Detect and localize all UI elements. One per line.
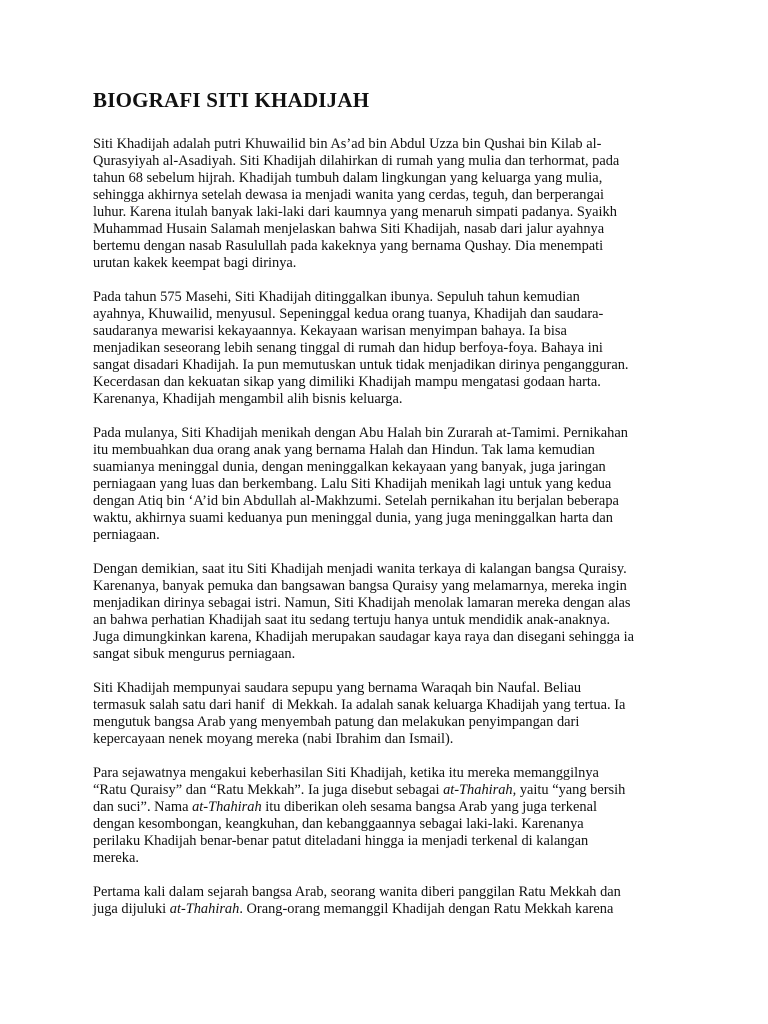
text-segment: dan suci”. Nama	[93, 799, 193, 815]
text-segment: mengutuk bangsa Arab yang menyembah patung dan melakukan penyimpangan dari	[93, 714, 580, 730]
text-line	[93, 714, 688, 731]
text-segment: sangat disadari Khadijah. Ia pun memutuskan untuk tidak menjadikan dirinya pengangguran.	[93, 357, 629, 373]
text-segment: menjadikan dirinya sebagai istri. Namun, Siti Khadijah menolak lamaran mereka dengan alas	[93, 595, 631, 611]
text-segment: Muhammad Husain Salamah menjelaskan bahwa Siti Khadijah, nasab dari jalur ayahnya	[93, 221, 605, 237]
text-line	[93, 799, 688, 816]
text-segment: sangat sibuk mengurus perniagaan.	[93, 646, 296, 662]
text-line	[93, 340, 688, 357]
paragraph	[93, 136, 688, 272]
text-line	[93, 255, 688, 272]
text-line	[93, 323, 688, 340]
text-segment: luhur. Karena itulah banyak laki-laki dari kaumnya yang menaruh simpati padanya. Syaikh	[93, 204, 617, 220]
text-line	[93, 629, 688, 646]
text-line	[93, 578, 688, 595]
text-line	[93, 510, 688, 527]
paragraph	[93, 289, 688, 408]
text-segment: Karenanya, Khadijah mengambil alih bisnis keluarga.	[93, 391, 403, 407]
text-line	[93, 476, 688, 493]
text-line	[93, 289, 688, 306]
text-segment: juga dijuluki	[93, 901, 170, 917]
text-segment: Karenanya, banyak pemuka dan bangsawan bangsa Quraisy yang melamarnya, mereka ingin	[93, 578, 627, 594]
text-line	[93, 527, 688, 544]
text-segment: mereka.	[93, 850, 139, 866]
text-segment: ayahnya, Khuwailid, menyusul. Sepeninggal kedua orang tuanya, Khadijah dan saudara-	[93, 306, 604, 322]
text-segment: termasuk salah satu dari hanif di Mekkah. Ia adalah sanak keluarga Khadijah yang tertua. Ia	[93, 697, 626, 713]
text-segment: saudaranya mewarisi kekayaannya. Kekayaan warisan menyimpan bahaya. Ia bisa	[93, 323, 567, 339]
text-segment: Qurasyiyah al-Asadiyah. Siti Khadijah dilahirkan di rumah yang mulia dan terhormat, pada	[93, 153, 620, 169]
text-segment: perilaku Khadijah benar-benar patut diteladani hingga ia menjadi terkenal di kalangan	[93, 833, 589, 849]
text-segment: itu diberikan oleh sesama bangsa Arab yang juga terkenal	[261, 799, 597, 815]
text-line	[93, 493, 688, 510]
text-segment: menjadikan seseorang lebih senang tinggal di rumah dan hidup berfoya-foya. Bahaya ini	[93, 340, 603, 356]
text-line	[93, 816, 688, 833]
text-segment: Pertama kali dalam sejarah bangsa Arab, seorang wanita diberi panggilan Ratu Mekkah dan	[93, 884, 621, 900]
text-line	[93, 221, 688, 238]
text-segment: itu membuahkan dua orang anak yang bernama Halah dan Hindun. Tak lama kemudian	[93, 442, 595, 458]
text-segment: waktu, akhirnya suami keduanya pun meninggal dunia, yang juga meninggalkan harta dan	[93, 510, 613, 526]
text-line	[93, 187, 688, 204]
paragraph	[93, 425, 688, 544]
text-line	[93, 833, 688, 850]
text-segment: kepercayaan nenek moyang mereka (nabi Ibrahim dan Ismail).	[93, 731, 454, 747]
text-segment: urutan kakek keempat bagi dirinya.	[93, 255, 297, 271]
text-line	[93, 561, 688, 578]
text-segment: tahun 68 sebelum hijrah. Khadijah tumbuh dalam lingkungan yang keluarga yang mulia,	[93, 170, 603, 186]
text-line	[93, 765, 688, 782]
text-line	[93, 153, 688, 170]
text-segment: . Orang-orang memanggil Khadijah dengan Ratu Mekkah karena	[239, 901, 614, 917]
text-segment: bertemu dengan nasab Rasulullah pada kakeknya yang bernama Qushay. Dia menempati	[93, 238, 604, 254]
text-line	[93, 850, 688, 867]
text-segment: Pada mulanya, Siti Khadijah menikah dengan Abu Halah bin Zurarah at-Tamimi. Pernikahan	[93, 425, 628, 441]
paragraph	[93, 884, 688, 918]
text-segment: Dengan demikian, saat itu Siti Khadijah menjadi wanita terkaya di kalangan bangsa Quraisy.	[93, 561, 627, 577]
text-segment: Kecerdasan dan kekuatan sikap yang dimiliki Khadijah mampu mengatasi godaan harta.	[93, 374, 601, 390]
text-segment: “Ratu Quraisy” dan “Ratu Mekkah”. Ia juga disebut sebagai	[93, 782, 444, 798]
text-line	[93, 374, 688, 391]
text-segment: Pada tahun 575 Masehi, Siti Khadijah ditinggalkan ibunya. Sepuluh tahun kemudian	[93, 289, 580, 305]
text-line	[93, 357, 688, 374]
text-segment: suamianya meninggal dunia, dengan meninggalkan kekayaan yang banyak, juga jaringan	[93, 459, 606, 475]
text-line	[93, 612, 688, 629]
document-body	[93, 136, 688, 918]
text-segment: Siti Khadijah adalah putri Khuwailid bin As’ad bin Abdul Uzza bin Qushai bin Kilab al-	[93, 136, 602, 152]
text-segment: sehingga akhirnya setelah dewasa ia menjadi wanita yang cerdas, teguh, dan berperangai	[93, 187, 605, 203]
text-segment: dengan Atiq bin ‘A’id bin Abdullah al-Makhzumi. Setelah pernikahan itu berjalan beberapa	[93, 493, 619, 509]
document-title: BIOGRAFI SITI KHADIJAH	[93, 88, 370, 112]
text-segment: Siti Khadijah mempunyai saudara sepupu yang bernama Waraqah bin Naufal. Beliau	[93, 680, 582, 696]
text-line	[93, 459, 688, 476]
text-segment: Juga dimungkinkan karena, Khadijah merupakan saudagar kaya raya dan disegani sehingga ia	[93, 629, 635, 645]
text-line	[93, 425, 688, 442]
text-line	[93, 782, 688, 799]
text-line	[93, 884, 688, 901]
text-line	[93, 204, 688, 221]
text-line	[93, 646, 688, 663]
text-line	[93, 238, 688, 255]
text-segment: yaitu “yang bersih	[516, 782, 626, 798]
italic-text: at-Thahirah	[169, 901, 240, 917]
text-line	[93, 595, 688, 612]
text-segment: perniagaan yang luas dan berkembang. Lalu Siti Khadijah menikah lagi untuk yang kedua	[93, 476, 612, 492]
text-line	[93, 731, 688, 748]
paragraph	[93, 561, 688, 663]
text-line	[93, 391, 688, 408]
paragraph	[93, 765, 688, 867]
text-line	[93, 136, 688, 153]
text-segment: Para sejawatnya mengakui keberhasilan Siti Khadijah, ketika itu mereka memanggilnya	[93, 765, 599, 781]
italic-text: at-Thahirah	[192, 799, 262, 815]
text-line	[93, 170, 688, 187]
text-segment: dengan kesombongan, keangkuhan, dan kebanggaannya sebagai laki-laki. Karenanya	[93, 816, 584, 832]
text-segment: an bahwa perhatian Khadijah saat itu sedang tertuju hanya untuk mendidik anak-anaknya.	[93, 612, 611, 628]
text-line	[93, 697, 688, 714]
text-segment: perniagaan.	[93, 527, 160, 543]
text-line	[93, 442, 688, 459]
paragraph	[93, 680, 688, 748]
text-line	[93, 901, 688, 918]
italic-text: at-Thahirah,	[443, 782, 517, 798]
text-line	[93, 680, 688, 697]
text-line	[93, 306, 688, 323]
